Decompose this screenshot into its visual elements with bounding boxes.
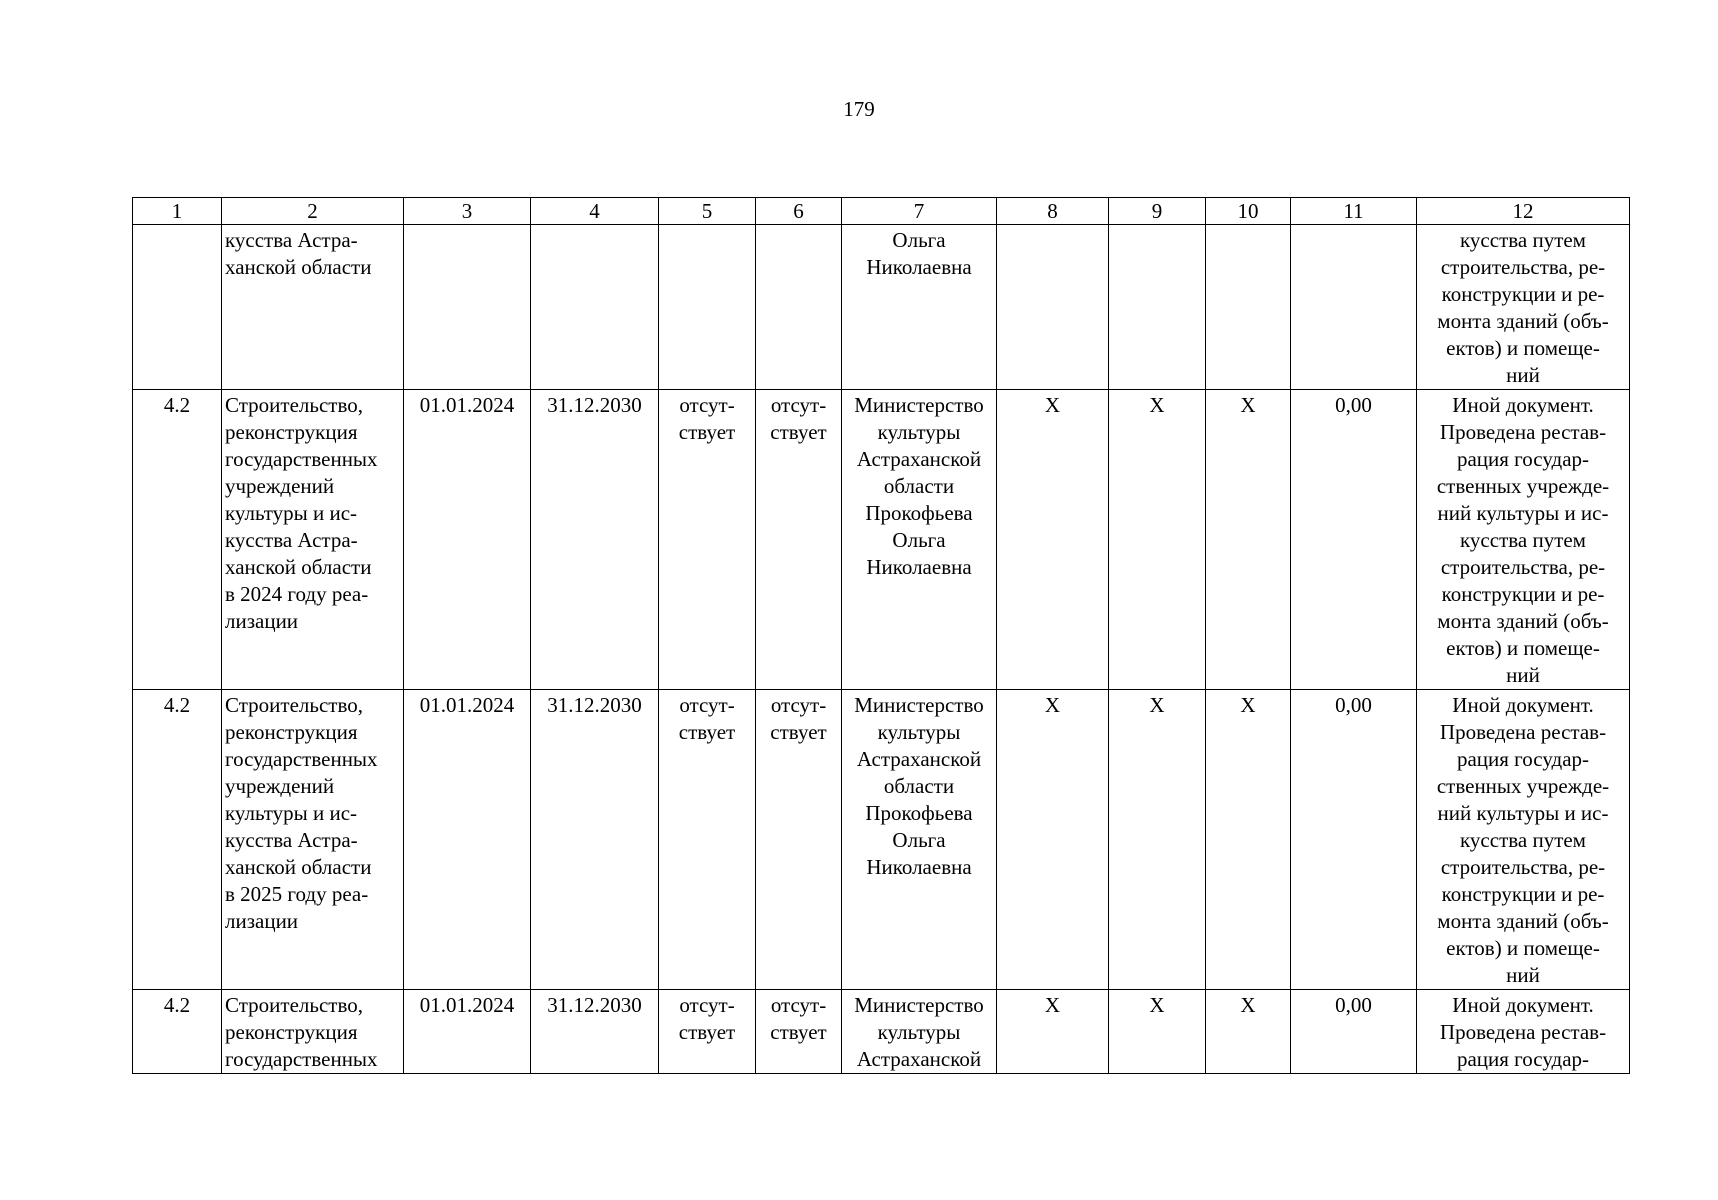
- cell-line: кусства Астра-: [225, 228, 358, 252]
- cell-line: строительства, ре-: [1440, 555, 1606, 579]
- cell-line: ствует: [678, 720, 736, 744]
- cell-line: Николаевна: [866, 855, 972, 879]
- cell-col6: [756, 690, 842, 990]
- cell-line: Иной документ.: [1452, 993, 1594, 1017]
- cell-line: рация государ-: [1456, 1047, 1590, 1071]
- cell-end-date: 31.12.2030: [531, 390, 659, 690]
- cell-amount: 0,00: [1291, 690, 1417, 990]
- cell-col5: [659, 990, 756, 1074]
- cell-col10: X: [1206, 690, 1291, 990]
- cell-event-name: [222, 225, 404, 390]
- cell-start-date: 01.01.2024: [404, 690, 531, 990]
- cell-line: лизации: [225, 609, 299, 633]
- cell-col5: [659, 690, 756, 990]
- cell-result: [1417, 225, 1630, 390]
- cell-result: [1417, 390, 1630, 690]
- cell-end-date: [531, 225, 659, 390]
- cell-col9: X: [1109, 690, 1206, 990]
- cell-amount: 0,00: [1291, 390, 1417, 690]
- column-header: 1: [133, 198, 222, 225]
- cell-col9: X: [1109, 990, 1206, 1074]
- cell-line: ектов) и помеще-: [1446, 936, 1600, 960]
- cell-line: ектов) и помеще-: [1446, 636, 1600, 660]
- cell-result: [1417, 990, 1630, 1074]
- table-row: [133, 225, 1630, 390]
- cell-line: рация государ-: [1456, 447, 1590, 471]
- cell-line: культуры: [877, 720, 961, 744]
- cell-line: конструкции и ре-: [1441, 882, 1605, 906]
- cell-line: ний культуры и ис-: [1437, 501, 1609, 525]
- cell-line: строительства, ре-: [1440, 855, 1606, 879]
- cell-line: ханской области: [225, 855, 372, 879]
- cell-line: отсут-: [770, 993, 827, 1017]
- cell-line: ственных учрежде-: [1436, 774, 1610, 798]
- cell-col8: X: [997, 990, 1109, 1074]
- cell-line: культуры и ис-: [225, 801, 358, 825]
- cell-line: Иной документ.: [1452, 393, 1594, 417]
- cell-responsible: [842, 225, 997, 390]
- cell-line: Строительство,: [225, 393, 363, 417]
- cell-col10: [1206, 225, 1291, 390]
- cell-line: культуры: [877, 1020, 961, 1044]
- column-header: 8: [997, 198, 1109, 225]
- cell-line: ектов) и помеще-: [1446, 336, 1600, 360]
- cell-line: Министерство: [854, 693, 984, 717]
- column-header: 9: [1109, 198, 1206, 225]
- cell-col5: [659, 390, 756, 690]
- column-header: 4: [531, 198, 659, 225]
- cell-line: ханской области: [225, 255, 372, 279]
- cell-line: Министерство: [854, 393, 984, 417]
- cell-start-date: 01.01.2024: [404, 390, 531, 690]
- cell-line: учреждений: [225, 474, 335, 498]
- column-header: 7: [842, 198, 997, 225]
- cell-number: 4.2: [133, 990, 222, 1074]
- cell-line: кусства Астра-: [225, 828, 358, 852]
- cell-line: Астраханской: [856, 747, 982, 771]
- cell-col8: [997, 225, 1109, 390]
- cell-line: ствует: [770, 420, 827, 444]
- cell-col5: [659, 225, 756, 390]
- cell-col6: [756, 225, 842, 390]
- cell-line: лизации: [225, 909, 299, 933]
- table-row: [133, 690, 1630, 990]
- cell-line: Иной документ.: [1452, 693, 1594, 717]
- cell-col6: [756, 390, 842, 690]
- cell-line: кусства Астра-: [225, 528, 358, 552]
- cell-number: 4.2: [133, 390, 222, 690]
- cell-line: ний культуры и ис-: [1437, 801, 1609, 825]
- cell-line: кусства путем: [1460, 228, 1586, 252]
- cell-responsible: [842, 990, 997, 1074]
- cell-line: ствует: [678, 1020, 736, 1044]
- cell-col9: X: [1109, 390, 1206, 690]
- column-header: 10: [1206, 198, 1291, 225]
- cell-line: Строительство,: [225, 693, 363, 717]
- cell-line: Строительство,: [225, 993, 363, 1017]
- cell-responsible: [842, 390, 997, 690]
- column-header: 11: [1291, 198, 1417, 225]
- cell-line: монта зданий (объ-: [1437, 309, 1609, 333]
- cell-line: монта зданий (объ-: [1437, 609, 1609, 633]
- cell-responsible: [842, 690, 997, 990]
- cell-line: отсут-: [770, 393, 827, 417]
- cell-line: Прокофьева: [865, 801, 973, 825]
- cell-line: ственных учрежде-: [1436, 474, 1610, 498]
- cell-col9: [1109, 225, 1206, 390]
- cell-line: в 2024 году реа-: [225, 582, 369, 606]
- cell-line: кусства путем: [1460, 828, 1586, 852]
- column-header: 12: [1417, 198, 1630, 225]
- cell-line: Астраханской: [856, 1047, 982, 1071]
- cell-line: Проведена рестав-: [1439, 1020, 1607, 1044]
- cell-line: Ольга: [892, 828, 946, 852]
- cell-line: государственных: [225, 747, 378, 771]
- cell-col8: X: [997, 390, 1109, 690]
- cell-line: Николаевна: [866, 555, 972, 579]
- cell-line: культуры и ис-: [225, 501, 358, 525]
- cell-line: ствует: [770, 720, 827, 744]
- cell-line: Ольга: [892, 528, 946, 552]
- cell-start-date: [404, 225, 531, 390]
- cell-result: [1417, 690, 1630, 990]
- cell-number: 4.2: [133, 690, 222, 990]
- cell-end-date: 31.12.2030: [531, 690, 659, 990]
- cell-line: отсут-: [679, 393, 735, 417]
- column-header: 6: [756, 198, 842, 225]
- cell-line: отсут-: [770, 693, 827, 717]
- cell-line: конструкции и ре-: [1441, 582, 1605, 606]
- cell-line: отсут-: [679, 993, 735, 1017]
- cell-line: ний: [1506, 963, 1540, 987]
- cell-col10: X: [1206, 390, 1291, 690]
- cell-line: реконструкция: [225, 1020, 358, 1044]
- cell-line: отсут-: [679, 693, 735, 717]
- cell-line: учреждений: [225, 774, 335, 798]
- cell-line: Прокофьева: [865, 501, 973, 525]
- cell-line: в 2025 году реа-: [225, 882, 369, 906]
- cell-line: Астраханской: [856, 447, 982, 471]
- cell-end-date: 31.12.2030: [531, 990, 659, 1074]
- column-header: 2: [222, 198, 404, 225]
- cell-line: ствует: [770, 1020, 827, 1044]
- cell-line: рация государ-: [1456, 747, 1590, 771]
- column-header: 5: [659, 198, 756, 225]
- table-row: [133, 990, 1630, 1074]
- cell-line: Проведена рестав-: [1439, 720, 1607, 744]
- page-number: 179: [843, 97, 875, 121]
- table-row: [133, 390, 1630, 690]
- cell-event-name: [222, 390, 404, 690]
- cell-line: культуры: [877, 420, 961, 444]
- column-header: 3: [404, 198, 531, 225]
- cell-line: ханской области: [225, 555, 372, 579]
- cell-line: ствует: [678, 420, 736, 444]
- cell-line: ний: [1506, 663, 1540, 687]
- cell-line: реконструкция: [225, 420, 358, 444]
- document-table: [132, 197, 1630, 1074]
- cell-amount: [1291, 225, 1417, 390]
- cell-number: [133, 225, 222, 390]
- cell-line: государственных: [225, 447, 378, 471]
- cell-line: области: [883, 474, 955, 498]
- cell-amount: 0,00: [1291, 990, 1417, 1074]
- cell-start-date: 01.01.2024: [404, 990, 531, 1074]
- cell-line: области: [883, 774, 955, 798]
- cell-line: конструкции и ре-: [1441, 282, 1605, 306]
- cell-line: Министерство: [854, 993, 984, 1017]
- cell-line: ний: [1506, 363, 1540, 387]
- cell-line: кусства путем: [1460, 528, 1586, 552]
- cell-line: государственных: [225, 1047, 378, 1071]
- cell-col6: [756, 990, 842, 1074]
- cell-line: Ольга: [892, 228, 946, 252]
- cell-line: монта зданий (объ-: [1437, 909, 1609, 933]
- cell-col10: X: [1206, 990, 1291, 1074]
- cell-event-name: [222, 990, 404, 1074]
- cell-col8: X: [997, 690, 1109, 990]
- cell-line: строительства, ре-: [1440, 255, 1606, 279]
- cell-line: Проведена рестав-: [1439, 420, 1607, 444]
- cell-event-name: [222, 690, 404, 990]
- header-row: [133, 198, 1630, 225]
- cell-line: Николаевна: [866, 255, 972, 279]
- cell-line: реконструкция: [225, 720, 358, 744]
